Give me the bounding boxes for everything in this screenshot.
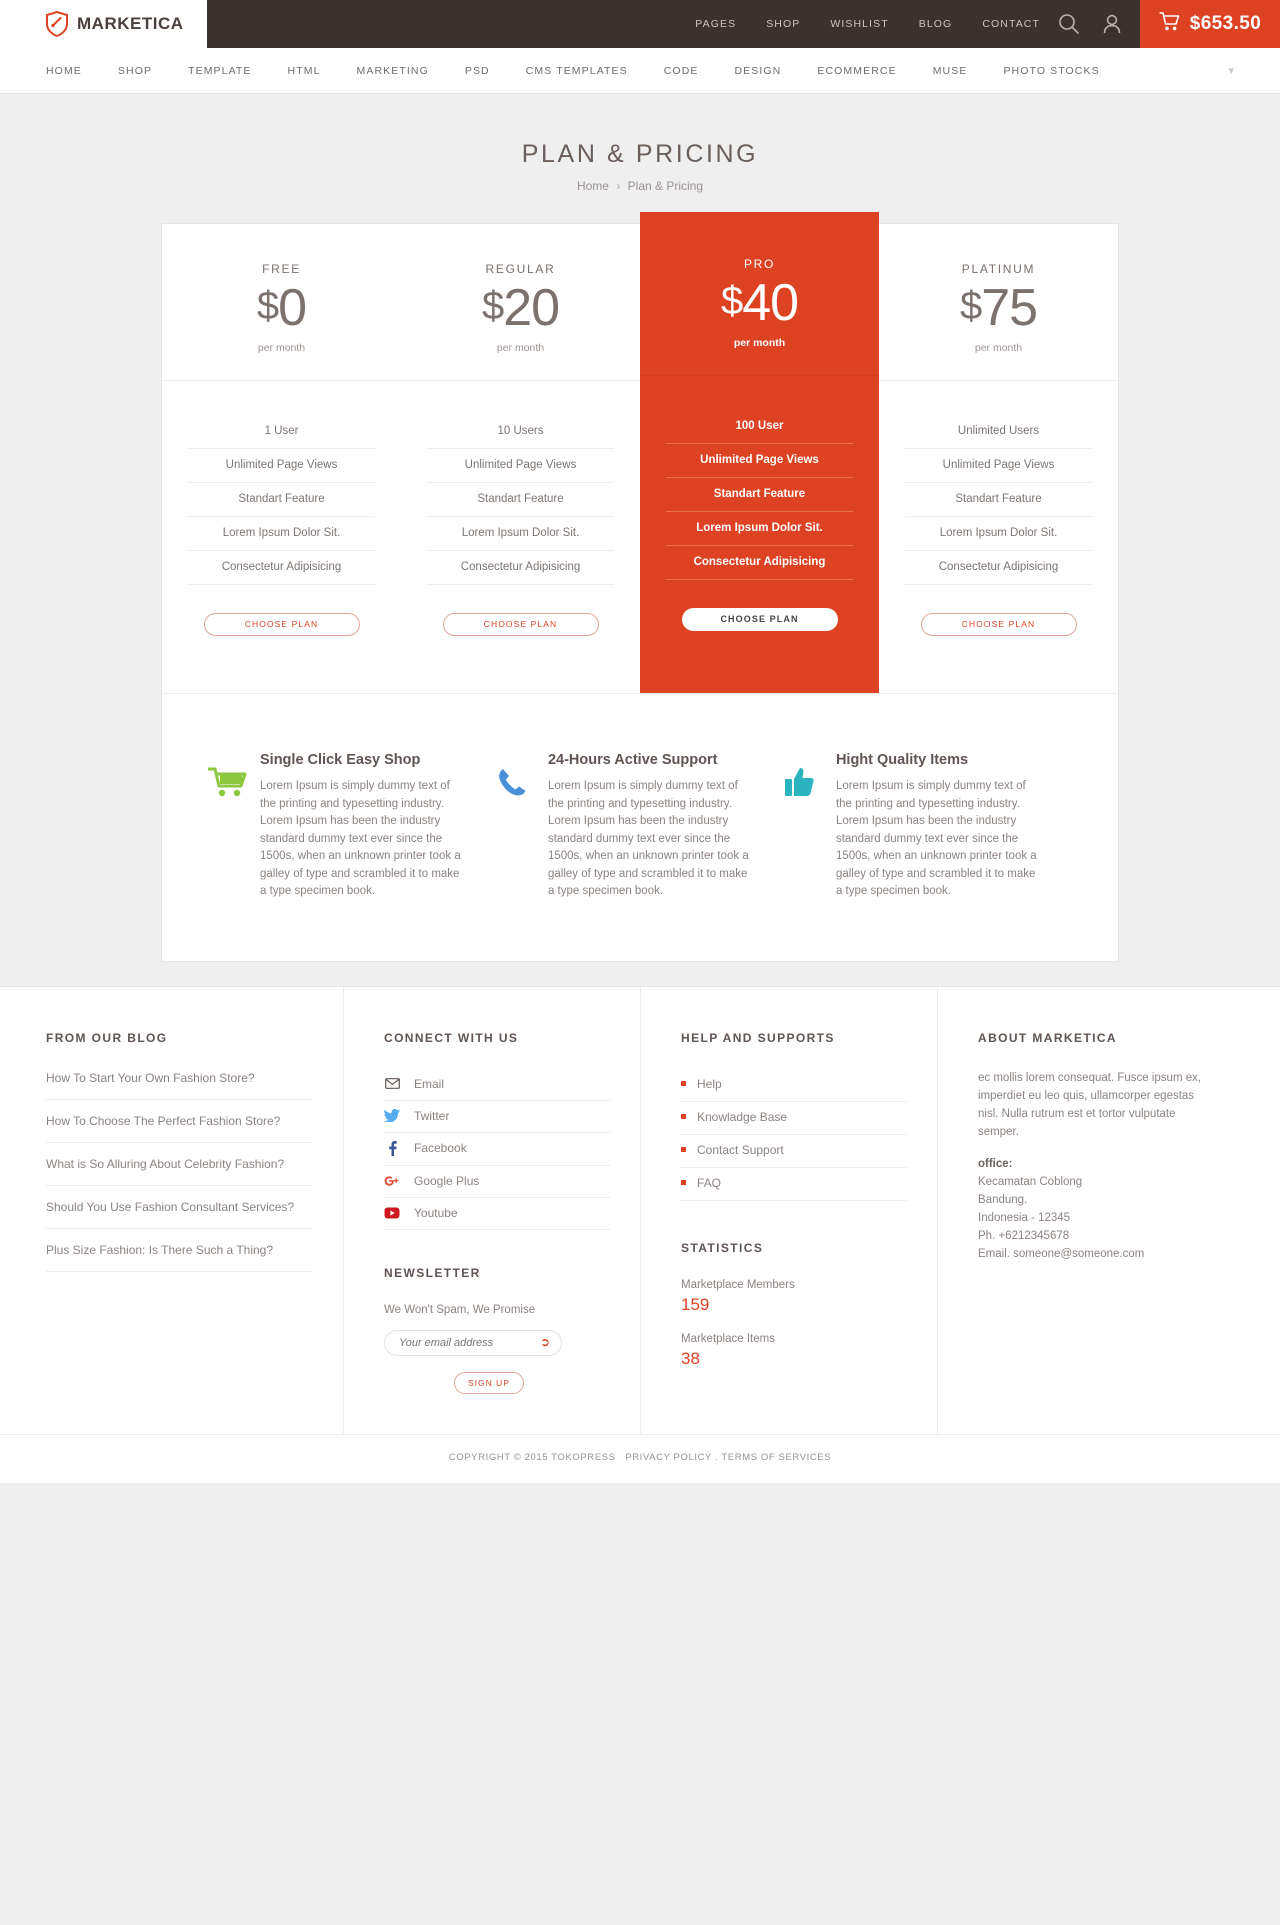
plan-price xyxy=(640,274,879,332)
plan-feature: Unlimited Page Views xyxy=(427,449,614,483)
list-item[interactable]: What is So Alluring About Celebrity Fashion? xyxy=(46,1155,313,1186)
choose-plan-button-free[interactable]: CHOOSE PLAN xyxy=(204,613,360,636)
nav-item-home[interactable]: HOME xyxy=(46,64,82,77)
plan-name: FREE xyxy=(262,262,301,276)
plan-pro xyxy=(640,212,879,693)
price-value: 20 xyxy=(503,279,560,337)
social-item-facebook[interactable] xyxy=(384,1133,610,1166)
help-label: Knowladge Base xyxy=(697,1109,788,1124)
breadcrumb-home[interactable]: Home xyxy=(576,179,609,193)
plan-feature: 100 User xyxy=(666,420,853,444)
footer-heading-statistics: STATISTICS xyxy=(681,1240,764,1255)
benefit-single-click-easy-shop xyxy=(208,752,496,901)
topnav-item-blog[interactable]: BLOG xyxy=(918,18,953,30)
plan-body xyxy=(401,381,640,684)
shopping-cart-icon xyxy=(208,752,260,901)
plan-feature: Standart Feature xyxy=(666,478,853,512)
social-item-twitter[interactable] xyxy=(384,1101,610,1133)
cart-total: $653.50 xyxy=(1189,13,1262,34)
price-value: 40 xyxy=(742,274,799,332)
plan-feature: Consectetur Adipisicing xyxy=(905,551,1092,585)
stat-value-members: 159 xyxy=(681,1294,710,1314)
terms-of-services-link[interactable]: TERMS OF SERVICES xyxy=(721,1451,832,1463)
nav-item-muse[interactable]: MUSE xyxy=(932,64,968,77)
cart-button[interactable] xyxy=(1140,0,1280,48)
plan-feature: Lorem Ipsum Dolor Sit. xyxy=(427,517,614,551)
privacy-policy-link[interactable]: PRIVACY POLICY xyxy=(625,1451,712,1463)
footer-column-connect xyxy=(343,987,640,1434)
currency-symbol: $ xyxy=(256,284,279,328)
social-list xyxy=(384,1069,610,1230)
social-label: Facebook xyxy=(414,1141,467,1155)
help-label: Help xyxy=(697,1076,722,1091)
topnav-item-pages[interactable]: PAGES xyxy=(695,18,737,30)
help-item-knowledge-base[interactable] xyxy=(681,1102,907,1135)
list-item[interactable]: Plus Size Fashion: Is There Such a Thing? xyxy=(46,1241,313,1272)
topnav-item-contact[interactable]: CONTACT xyxy=(982,18,1040,30)
phone-icon xyxy=(496,752,548,901)
page-header xyxy=(0,94,1280,223)
office-label: office: xyxy=(978,1157,1013,1170)
square-bullet-icon xyxy=(681,1180,686,1185)
plan-price xyxy=(879,279,1118,337)
plan-header xyxy=(162,224,401,381)
plan-body xyxy=(879,381,1118,684)
footer-column-blog xyxy=(46,987,343,1434)
plan-feature: 1 User xyxy=(188,425,375,449)
logo[interactable] xyxy=(0,0,207,48)
help-item-contact-support[interactable] xyxy=(681,1135,907,1168)
benefit-title: Hight Quality Items xyxy=(835,752,969,768)
stat-value-items: 38 xyxy=(681,1348,700,1368)
footer-heading-newsletter: NEWSLETTER xyxy=(384,1265,481,1280)
logo-text: MARKETICA xyxy=(77,14,184,33)
footer-heading-help: HELP AND SUPPORTS xyxy=(681,1030,835,1045)
newsletter-signup-button[interactable]: SIGN UP xyxy=(454,1372,524,1394)
send-arrow-icon[interactable]: ➲ xyxy=(539,1334,550,1349)
price-value: 0 xyxy=(278,279,307,337)
about-text: ec mollis lorem consequat. Fusce ipsum ex, imperdiet eu leo quis, ullamcorper egestas nisl. Nulla rutrum est et tortor vulputate semper. xyxy=(978,1071,1202,1138)
top-icon-group xyxy=(1058,0,1140,48)
list-item[interactable]: How To Start Your Own Fashion Store? xyxy=(46,1069,313,1100)
square-bullet-icon xyxy=(681,1114,686,1119)
plan-feature: 10 Users xyxy=(427,425,614,449)
currency-symbol: $ xyxy=(481,284,504,328)
plan-feature: Lorem Ipsum Dolor Sit. xyxy=(188,517,375,551)
footer-column-about xyxy=(937,987,1234,1434)
google-plus-icon xyxy=(384,1175,400,1187)
benefit-body xyxy=(548,752,756,901)
plan-free xyxy=(162,224,401,693)
thumbs-up-icon xyxy=(784,752,836,901)
footer-heading-connect: CONNECT WITH US xyxy=(384,1030,519,1045)
plan-feature: Unlimited Page Views xyxy=(905,449,1092,483)
about-phone: Ph. +6212345678 xyxy=(978,1229,1070,1242)
newsletter-email-input[interactable] xyxy=(384,1330,562,1356)
search-icon[interactable] xyxy=(1058,13,1080,35)
address-line-1: Kecamatan Coblong xyxy=(978,1175,1083,1188)
benefit-body xyxy=(260,752,468,901)
nav-item-shop[interactable]: SHOP xyxy=(117,64,153,77)
benefit-title: Single Click Easy Shop xyxy=(260,752,421,768)
choose-plan-button-platinum[interactable]: CHOOSE PLAN xyxy=(921,613,1077,636)
plan-regular xyxy=(401,224,640,693)
social-item-youtube[interactable] xyxy=(384,1198,610,1230)
nav-item-psd[interactable]: PSD xyxy=(464,64,490,77)
nav-item-code[interactable]: CODE xyxy=(663,64,699,77)
square-bullet-icon xyxy=(681,1081,686,1086)
stat-label-items: Marketplace Items xyxy=(681,1332,775,1345)
nav-item-html[interactable]: HTML xyxy=(287,64,321,77)
benefit-text: Lorem Ipsum is simply dummy text of the printing and typesetting industry. Lorem Ipsum has been the industry standard dummy text ever since the 1500s, when an unknown printer took a galley of type and scrambled it to make a type specimen book. xyxy=(835,780,1037,897)
plan-feature: Unlimited Page Views xyxy=(666,444,853,478)
benefit-text: Lorem Ipsum is simply dummy text of the printing and typesetting industry. Lorem Ipsum has been the industry standard dummy text ever since the 1500s, when an unknown printer took a galley of type and scrambled it to make a type specimen book. xyxy=(260,780,461,897)
plan-feature: Consectetur Adipisicing xyxy=(666,546,853,580)
newsletter-input-row xyxy=(384,1330,562,1356)
list-item[interactable]: How To Choose The Perfect Fashion Store? xyxy=(46,1112,313,1143)
plan-feature: Lorem Ipsum Dolor Sit. xyxy=(905,517,1092,551)
twitter-icon xyxy=(384,1109,400,1122)
plan-feature: Lorem Ipsum Dolor Sit. xyxy=(666,512,853,546)
plan-price xyxy=(401,279,640,337)
plan-period: per month xyxy=(257,342,306,354)
legal-separator: . xyxy=(715,1451,719,1463)
facebook-icon xyxy=(384,1141,400,1156)
plan-name: REGULAR xyxy=(485,262,556,276)
plan-feature: Unlimited Users xyxy=(905,425,1092,449)
plan-feature: Consectetur Adipisicing xyxy=(427,551,614,585)
pricing-table xyxy=(162,224,1118,693)
nav-item-ecommerce[interactable]: ECOMMERCE xyxy=(817,64,897,77)
about-office xyxy=(978,1155,1204,1263)
chevron-down-icon[interactable]: ▾ xyxy=(1228,65,1234,77)
plan-feature: Standart Feature xyxy=(188,483,375,517)
breadcrumb-separator: › xyxy=(616,179,621,193)
plan-name: PRO xyxy=(743,257,776,271)
main-navigation xyxy=(0,48,1280,94)
benefit-title: 24-Hours Active Support xyxy=(547,752,718,768)
site-footer xyxy=(0,986,1280,1483)
footer-heading-about: ABOUT MARKETICA xyxy=(978,1030,1117,1045)
nav-item-cms-templates[interactable]: CMS TEMPLATES xyxy=(525,64,628,77)
footer-column-help xyxy=(640,987,937,1434)
choose-plan-button-regular[interactable]: CHOOSE PLAN xyxy=(443,613,599,636)
about-email: Email. someone@someone.com xyxy=(978,1247,1145,1260)
plan-body xyxy=(162,381,401,684)
price-value: 75 xyxy=(981,279,1038,337)
plan-feature: Standart Feature xyxy=(905,483,1092,517)
top-bar xyxy=(0,0,1280,48)
user-account-icon[interactable] xyxy=(1102,13,1122,35)
nav-item-design[interactable]: DESIGN xyxy=(734,64,782,77)
help-item-faq[interactable] xyxy=(681,1168,907,1201)
plan-header xyxy=(879,224,1118,381)
topnav-item-wishlist[interactable]: WISHLIST xyxy=(830,18,889,30)
plan-feature: Unlimited Page Views xyxy=(188,449,375,483)
top-navigation xyxy=(207,0,1058,48)
nav-item-marketing[interactable]: MARKETING xyxy=(356,64,429,77)
plan-platinum xyxy=(879,224,1118,693)
plan-header xyxy=(401,224,640,381)
plan-feature: Consectetur Adipisicing xyxy=(188,551,375,585)
plan-period: per month xyxy=(733,337,786,349)
help-list xyxy=(681,1069,907,1201)
youtube-icon xyxy=(384,1207,400,1219)
copyright-bar xyxy=(0,1434,1280,1483)
benefit-text: Lorem Ipsum is simply dummy text of the printing and typesetting industry. Lorem Ipsum has been the industry standard dummy text ever since the 1500s, when an unknown printer took a galley of type and scrambled it to make a type specimen book. xyxy=(547,780,749,897)
square-bullet-icon xyxy=(681,1147,686,1152)
social-item-google-plus[interactable] xyxy=(384,1166,610,1198)
shield-logo-icon xyxy=(46,11,68,37)
social-label: Twitter xyxy=(414,1108,450,1123)
help-label: FAQ xyxy=(697,1175,722,1190)
help-label: Contact Support xyxy=(697,1142,784,1157)
newsletter-note: We Won't Spam, We Promise xyxy=(384,1303,536,1316)
list-item[interactable]: Should You Use Fashion Consultant Services? xyxy=(46,1198,313,1229)
address-line-2: Bandung. xyxy=(978,1193,1028,1206)
plan-period: per month xyxy=(974,342,1023,354)
cart-icon xyxy=(1159,12,1180,36)
page-title: PLAN & PRICING xyxy=(521,140,759,168)
plan-header xyxy=(640,212,879,376)
help-item-help[interactable] xyxy=(681,1069,907,1102)
benefit-24-hours-active-support xyxy=(496,752,784,901)
social-label: Google Plus xyxy=(414,1173,480,1188)
benefit-hight-quality-items xyxy=(784,752,1072,901)
plan-name: PLATINUM xyxy=(961,262,1036,276)
social-label: Youtube xyxy=(414,1205,458,1220)
benefit-body xyxy=(836,752,1044,901)
plan-price xyxy=(162,279,401,337)
social-item-email[interactable] xyxy=(384,1069,610,1101)
plan-feature: Standart Feature xyxy=(427,483,614,517)
address-line-3: Indonesia - 12345 xyxy=(978,1211,1071,1224)
copyright-text: COPYRIGHT © 2015 TOKOPRESS xyxy=(448,1451,616,1463)
nav-item-photo-stocks[interactable]: PHOTO STOCKS xyxy=(1003,64,1100,77)
plan-period: per month xyxy=(496,342,545,354)
breadcrumb xyxy=(0,179,1280,193)
currency-symbol: $ xyxy=(959,284,982,328)
topnav-item-shop[interactable]: SHOP xyxy=(766,18,801,30)
social-label: Email xyxy=(414,1076,445,1091)
breadcrumb-current: Plan & Pricing xyxy=(627,179,704,193)
benefits-row xyxy=(162,693,1118,961)
stat-label-members: Marketplace Members xyxy=(681,1278,795,1291)
nav-item-template[interactable]: TEMPLATE xyxy=(188,64,252,77)
choose-plan-button-pro[interactable]: CHOOSE PLAN xyxy=(682,608,838,631)
currency-symbol: $ xyxy=(720,279,743,323)
pricing-card xyxy=(161,223,1119,962)
footer-heading-blog: FROM OUR BLOG xyxy=(46,1030,168,1045)
footer-grid xyxy=(0,987,1280,1434)
plan-body xyxy=(640,376,879,693)
email-icon xyxy=(384,1078,400,1089)
